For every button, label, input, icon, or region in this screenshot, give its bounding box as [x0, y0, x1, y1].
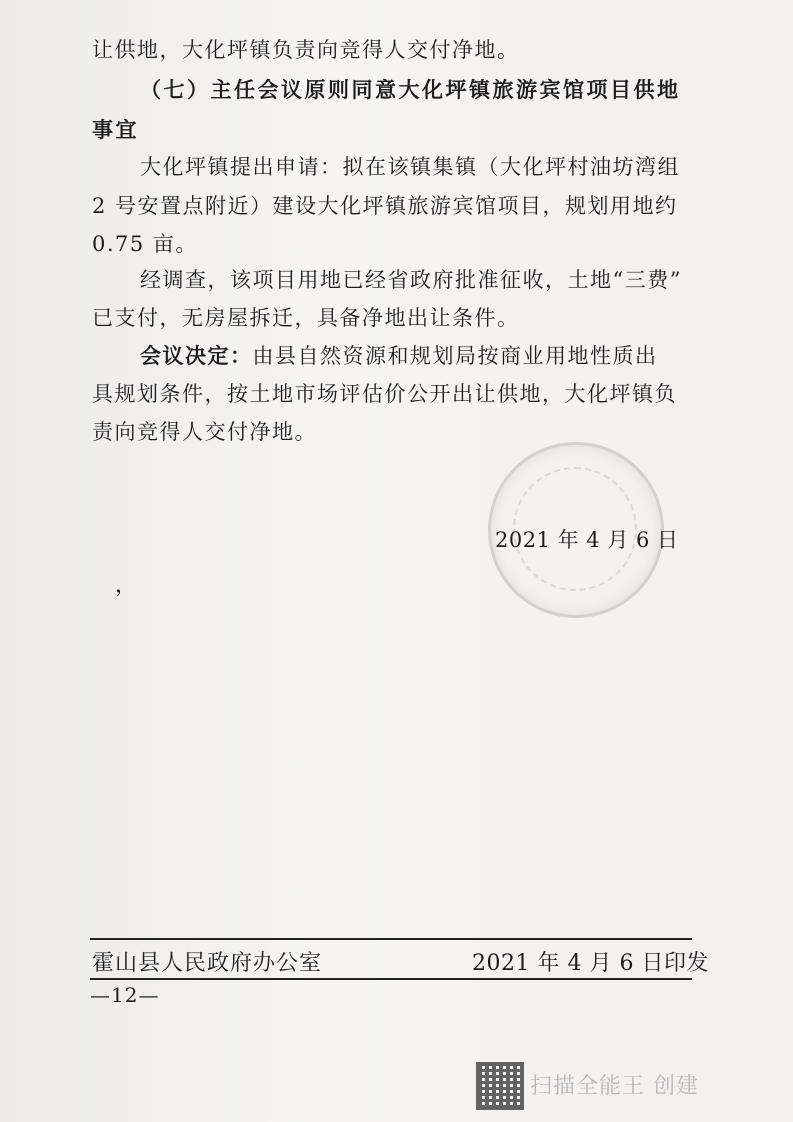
footer-issuer: 霍山县人民政府办公室 — [92, 951, 323, 976]
stray-mark: ， — [115, 573, 138, 598]
footer-bottom-rule — [90, 978, 692, 980]
signature-date: 2021 年 4 月 6 日 — [495, 528, 679, 552]
scanner-watermark: 扫描全能王 创建 — [530, 1074, 699, 1099]
paragraph-2-line-1: 经调查，该项目用地已经省政府批准征收，土地“三费” — [140, 268, 682, 292]
paragraph-2-line-2: 已支付，无房屋拆迁，具备净地出让条件。 — [92, 306, 520, 330]
section-heading-line-1: （七）主任会议原则同意大化坪镇旅游宾馆项目供地 — [140, 77, 681, 102]
decision-line-1-text: 由县自然资源和规划局按商业用地性质出 — [252, 344, 658, 368]
page-number: —12— — [90, 983, 160, 1007]
decision-line-1 — [140, 340, 658, 370]
body-line-1: 让供地，大化坪镇负责向竞得人交付净地。 — [92, 38, 520, 62]
decision-line-2: 具规划条件，按土地市场评估价公开出让供地，大化坪镇负 — [92, 382, 677, 406]
section-heading-line-2: 事宜 — [92, 117, 139, 142]
paragraph-1-line-3: 0.75 亩。 — [92, 232, 198, 256]
paragraph-1-line-2: 2 号安置点附近）建设大化坪镇旅游宾馆项目，规划用地约 — [92, 194, 678, 218]
decision-line-3: 责向竞得人交付净地。 — [92, 420, 317, 444]
qr-code-icon — [476, 1062, 524, 1110]
paragraph-1-line-1: 大化坪镇提出申请：拟在该镇集镇（大化坪村油坊湾组 — [140, 155, 680, 179]
footer-issue-date: 2021 年 4 月 6 日印发 — [472, 951, 709, 976]
decision-label: 会议决定： — [140, 343, 253, 368]
footer-top-rule — [90, 938, 692, 940]
